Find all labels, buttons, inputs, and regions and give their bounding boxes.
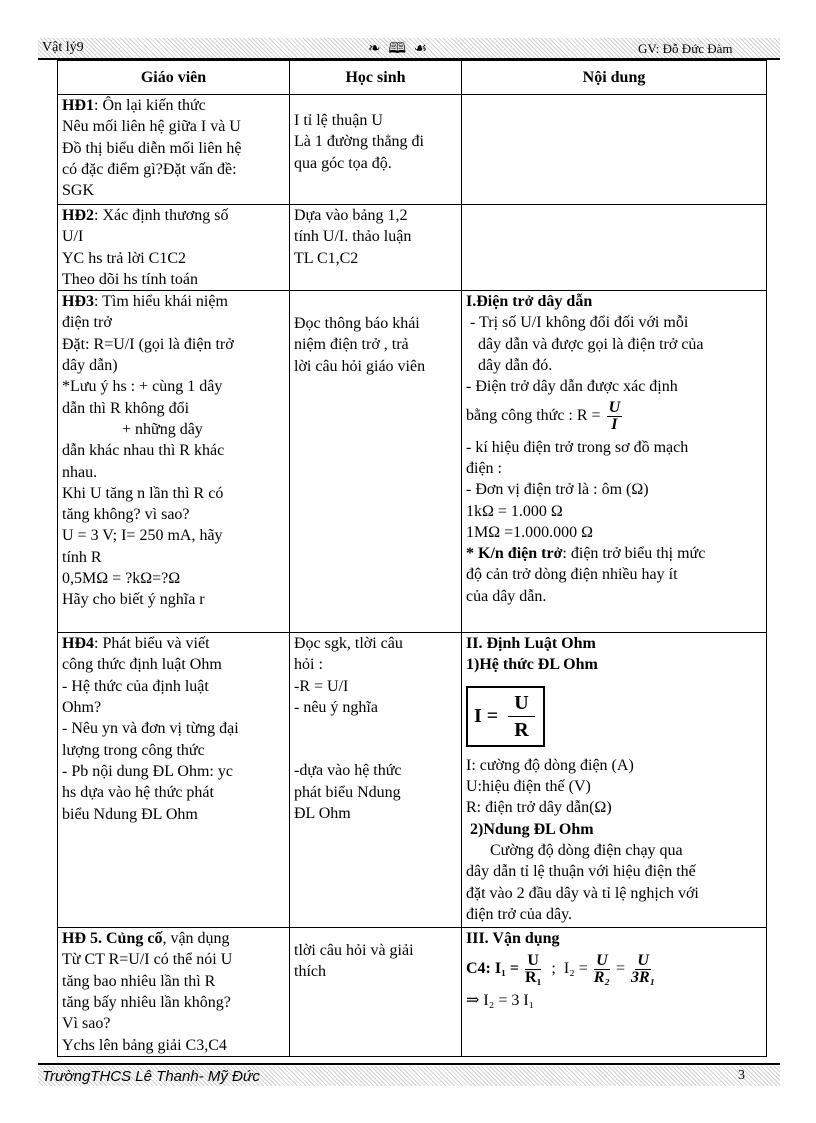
hs-line: lời câu hỏi giáo viên bbox=[294, 357, 426, 375]
nd-line: R: điện trở dây dẫn(Ω) bbox=[466, 799, 612, 817]
activity-title: HĐ2 bbox=[62, 207, 94, 224]
gv-line: dây dẫn) bbox=[62, 357, 118, 375]
nd-line: của dây dẫn. bbox=[466, 587, 547, 605]
gv-line: SGK bbox=[62, 182, 95, 200]
nd-line: đặt vào 2 đầu dây và tỉ lệ nghịch với bbox=[466, 884, 699, 902]
gv-line: Ychs lên bảng giải C3,C4 bbox=[62, 1036, 227, 1054]
subsection-title: 1)Hệ thức ĐL Ohm bbox=[466, 656, 598, 674]
footer-divider bbox=[38, 1063, 780, 1065]
nd-cell bbox=[462, 205, 767, 291]
fraction-numerator: U bbox=[596, 952, 608, 970]
gv-line: lượng trong công thức bbox=[62, 741, 205, 759]
header-hoc-sinh: Học sinh bbox=[290, 61, 462, 95]
gv-line: dẫn khác nhau thì R khác bbox=[62, 442, 225, 460]
gv-line: U = 3 V; I= 250 mA, hãy bbox=[62, 527, 223, 545]
nd-line: dây dẫn đó. bbox=[466, 357, 553, 375]
lesson-table bbox=[57, 60, 767, 1057]
fraction-numerator: U bbox=[608, 398, 621, 416]
fraction-denominator: R₁ bbox=[525, 969, 542, 987]
hs-line: phát biểu Ndung bbox=[294, 783, 401, 801]
formula-lhs: I = bbox=[474, 704, 499, 727]
table-row bbox=[58, 633, 767, 928]
formula-prefix: bằng công thức : R = bbox=[466, 406, 601, 424]
hs-line: I tỉ lệ thuận U bbox=[294, 112, 383, 129]
c4-fraction-1 bbox=[525, 953, 541, 986]
hs-line: hỏi : bbox=[294, 656, 323, 674]
resistance-fraction bbox=[607, 400, 623, 433]
c4-fraction-2 bbox=[594, 953, 610, 986]
gv-cell bbox=[58, 633, 290, 928]
gv-line: tăng không? vì sao? bbox=[62, 506, 190, 524]
section-title: I.Điện trở dây dẫn bbox=[466, 293, 593, 311]
hs-line: TL C1,C2 bbox=[294, 249, 359, 267]
header-giao-vien: Giáo viên bbox=[58, 61, 290, 95]
gv-line: Đặt: R=U/I (gọi là điện trở bbox=[62, 335, 234, 353]
activity-heading: : Xác định thương số bbox=[94, 207, 229, 224]
gv-line: U/I bbox=[62, 228, 84, 246]
gv-line: - Pb nội dung ĐL Ohm: yc bbox=[62, 762, 233, 780]
nd-line: 1MΩ =1.000.000 Ω bbox=[466, 523, 594, 541]
nd-cell bbox=[462, 928, 767, 1057]
definition-title: * K/n điện trở bbox=[466, 545, 563, 563]
table-header-row bbox=[58, 61, 767, 95]
c4-label: C4: I₁ = bbox=[466, 960, 520, 978]
gv-line: Đồ thị biểu diễn mối liên hệ bbox=[62, 139, 242, 157]
hs-line: thích bbox=[294, 963, 326, 981]
definition-text: : điện trở biểu thị mức bbox=[562, 545, 706, 563]
header-noi-dung: Nội dung bbox=[462, 61, 767, 95]
hs-line: - nêu ý nghĩa bbox=[294, 699, 378, 717]
nd-line: độ cản trở dòng điện nhiều hay ít bbox=[466, 566, 678, 584]
nd-line: dây dẫn và được gọi là điện trở của bbox=[466, 335, 704, 353]
c4-formula bbox=[466, 953, 762, 986]
hs-cell bbox=[290, 633, 462, 928]
hs-line: niệm điện trở , trả bbox=[294, 336, 409, 354]
fraction-denominator: 3R₁ bbox=[631, 969, 656, 987]
gv-line: dẫn thì R không đổi bbox=[62, 399, 190, 417]
gv-cell bbox=[58, 95, 290, 205]
nd-line: điện trở của dây. bbox=[466, 905, 573, 923]
gv-line: công thức định luật Ohm bbox=[62, 656, 222, 674]
nd-line: điện : bbox=[466, 459, 502, 477]
gv-line: tính R bbox=[62, 548, 102, 566]
gv-cell bbox=[58, 291, 290, 633]
nd-line: U:hiệu điện thế (V) bbox=[466, 778, 591, 796]
hs-line: -dựa vào hệ thức bbox=[294, 762, 402, 780]
hs-line: Đọc thông báo khái bbox=[294, 315, 420, 333]
gv-line: Ohm? bbox=[62, 699, 102, 717]
fraction-numerator: U bbox=[508, 690, 534, 717]
section-title: III. Vận dụng bbox=[466, 930, 560, 948]
gv-line: *Lưu ý hs : + cùng 1 dây bbox=[62, 378, 223, 396]
c4-fraction-3 bbox=[631, 953, 655, 986]
gv-line: 0,5MΩ = ?kΩ=?Ω bbox=[62, 570, 181, 588]
nd-line: - Đơn vị điện trở là : ôm (Ω) bbox=[466, 481, 649, 499]
ornament-icon: ❧ 🕮 ☙ bbox=[368, 41, 430, 57]
gv-line: + những dây bbox=[62, 420, 203, 438]
page-header bbox=[38, 38, 780, 58]
table-row bbox=[58, 928, 767, 1057]
c4-mid: ; I₂ = bbox=[547, 960, 588, 978]
hs-cell bbox=[290, 95, 462, 205]
hs-cell bbox=[290, 928, 462, 1057]
nd-cell bbox=[462, 95, 767, 205]
activity-title: HĐ4 bbox=[62, 635, 94, 653]
hs-cell bbox=[290, 291, 462, 633]
fraction-denominator: R₂ bbox=[593, 969, 611, 987]
activity-heading: : Tìm hiểu khái niệm bbox=[94, 293, 228, 311]
page-footer bbox=[38, 1066, 780, 1086]
hs-line: qua góc tọa độ. bbox=[294, 154, 392, 172]
ohm-law-formula-box bbox=[466, 686, 545, 747]
gv-line: biểu Ndung ĐL Ohm bbox=[62, 805, 198, 823]
gv-cell bbox=[58, 205, 290, 291]
activity-heading: : Ôn lại kiến thức bbox=[94, 97, 206, 114]
table-row bbox=[58, 95, 767, 205]
page-number: 3 bbox=[738, 1068, 745, 1083]
gv-line: Hãy cho biết ý nghĩa r bbox=[62, 591, 205, 609]
subject-label: Vật lý9 bbox=[42, 40, 84, 55]
activity-heading: : Phát biểu và viết bbox=[94, 635, 210, 653]
hs-line: Đọc sgk, tlời câu bbox=[294, 635, 403, 653]
section-title: II. Định Luật Ohm bbox=[466, 635, 596, 653]
hs-line: tính U/I. thảo luận bbox=[294, 228, 412, 246]
gv-line: Từ CT R=U/I có thể nói U bbox=[62, 951, 233, 969]
nd-line: - Điện trở dây dẫn được xác định bbox=[466, 378, 678, 396]
nd-cell bbox=[462, 633, 767, 928]
gv-line: hs dựa vào hệ thức phát bbox=[62, 784, 214, 802]
gv-line: điện trở bbox=[62, 314, 112, 332]
hs-line: tlời câu hỏi và giải bbox=[294, 942, 414, 960]
hs-cell bbox=[290, 205, 462, 291]
gv-line: nhau. bbox=[62, 463, 98, 481]
gv-line: YC hs trả lời C1C2 bbox=[62, 249, 187, 267]
gv-line: tăng bấy nhiêu lần không? bbox=[62, 994, 231, 1012]
ohm-fraction bbox=[508, 690, 534, 743]
activity-heading: , vận dụng bbox=[162, 930, 230, 948]
gv-line: có đặc điểm gì?Đặt vấn đề: bbox=[62, 160, 237, 178]
gv-line: Vì sao? bbox=[62, 1015, 111, 1033]
gv-line: - Nêu yn và đơn vị từng đại bbox=[62, 720, 239, 738]
hs-line: ĐL Ohm bbox=[294, 804, 351, 822]
gv-line: - Hệ thức của định luật bbox=[62, 677, 209, 695]
hs-line: Dựa vào bảng 1,2 bbox=[294, 207, 408, 224]
activity-title: HĐ1 bbox=[62, 97, 94, 114]
table-row bbox=[58, 205, 767, 291]
table-row bbox=[58, 291, 767, 633]
gv-line: Khi U tăng n lần thì R có bbox=[62, 484, 224, 502]
fraction-numerator: U bbox=[637, 952, 649, 970]
nd-line: - Trị số U/I không đổi đối với mỗi bbox=[466, 314, 689, 332]
nd-line: I: cường độ dòng điện (A) bbox=[466, 756, 634, 774]
school-name: TrườngTHCS Lê Thanh- Mỹ Đức bbox=[42, 1068, 260, 1085]
nd-line: 1kΩ = 1.000 Ω bbox=[466, 502, 563, 520]
nd-line: dây dẫn tỉ lệ thuận với hiệu điện thế bbox=[466, 863, 696, 881]
hs-line: Là 1 đường thẳng đi bbox=[294, 133, 424, 151]
activity-title: HĐ 5. Củng cố bbox=[62, 930, 163, 948]
gv-line: Theo dõi hs tính toán bbox=[62, 270, 198, 288]
gv-line: tăng bao nhiêu lần thì R bbox=[62, 972, 216, 990]
fraction-numerator: U bbox=[527, 952, 539, 970]
nd-cell bbox=[462, 291, 767, 633]
gv-line: Nêu mối liên hệ giữa I và U bbox=[62, 118, 241, 136]
c4-result: ⇒ I₂ = 3 I₁ bbox=[466, 992, 535, 1010]
teacher-name: GV: Đỗ Đức Đàm bbox=[638, 41, 733, 56]
fraction-denominator: R bbox=[514, 718, 529, 741]
nd-line: - kí hiệu điện trở trong sơ đồ mạch bbox=[466, 438, 689, 456]
nd-line: Cường độ dòng điện chạy qua bbox=[466, 841, 683, 859]
subsection-title: 2)Ndung ĐL Ohm bbox=[466, 820, 594, 838]
activity-title: HĐ3 bbox=[62, 293, 94, 311]
c4-equals: = bbox=[616, 960, 626, 978]
gv-cell bbox=[58, 928, 290, 1057]
hs-line: -R = U/I bbox=[294, 677, 349, 695]
fraction-denominator: I bbox=[611, 415, 618, 433]
